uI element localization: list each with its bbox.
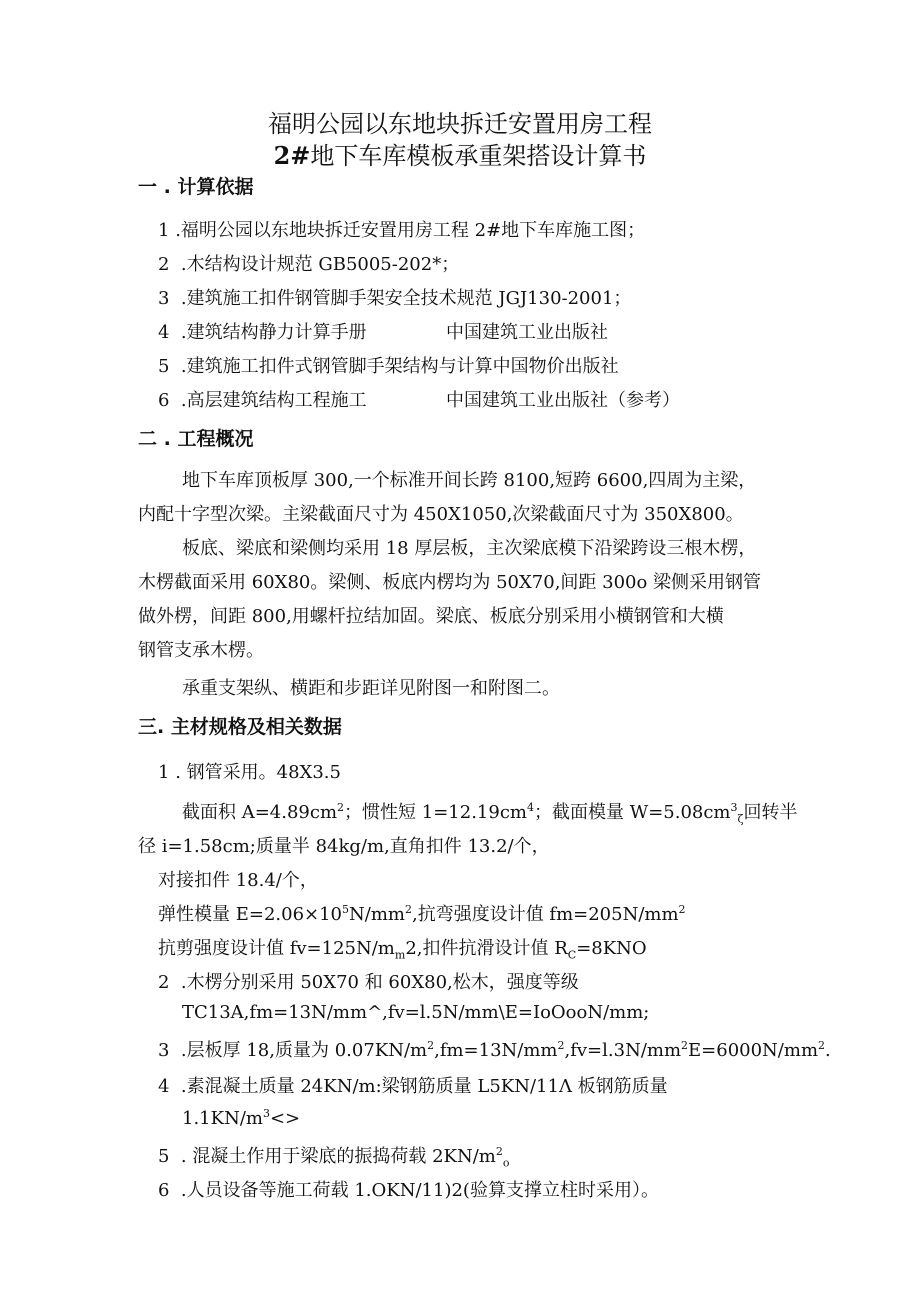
list-item [158, 318, 718, 344]
list-item-num: 6 [158, 390, 170, 411]
text-run: . [825, 1040, 831, 1061]
superscript: 2 [404, 903, 412, 916]
list-item [158, 1072, 668, 1098]
text-run: ,抗弯强度设计值 fm=205N/mm [411, 904, 679, 925]
superscript: 2 [678, 903, 686, 916]
list-item-text: .建筑结构静力计算手册 [180, 322, 367, 343]
list-item [158, 968, 579, 994]
paragraph-line [182, 798, 797, 824]
list-item-num: 4 [158, 322, 170, 343]
paragraph-line [158, 900, 686, 926]
list-item [158, 1142, 509, 1168]
list-item-text: .素混凝土质量 24KN/m:梁钢筋质量 L5KN/11Λ 板钢筋质量 [180, 1076, 668, 1097]
paragraph-line: 地下车库顶板厚 300,一个标准开间长跨 8100,短跨 6600,四周为主梁， [182, 470, 757, 491]
section-2-heading: 二 . 工程概况 [138, 428, 254, 450]
list-item-publisher: 中国建筑工业出版社 [446, 322, 608, 343]
superscript: 3 [262, 1107, 270, 1120]
list-item [158, 758, 341, 784]
doc-title-line2 [0, 136, 920, 171]
text-run: ；惯性短 1=12.19cm [344, 802, 527, 823]
list-item-text: . 钢管采用。48X3.5 [175, 762, 341, 783]
list-item-text: .建筑施工扣件式钢管脚手架结构与计算中国物价出版社 [180, 356, 619, 377]
list-item-num: 2 [158, 972, 170, 993]
superscript: 2 [818, 1039, 826, 1052]
text-run: <> [269, 1108, 301, 1129]
paragraph-line: 内配十字型次梁。主梁截面尺寸为 450X1050,次梁截面尺寸为 350X800。 [138, 504, 744, 525]
section-3-heading: 三. 主材规格及相关数据 [138, 716, 342, 738]
paragraph-line [182, 1108, 300, 1129]
text-run: 1.1KN/m [182, 1108, 263, 1129]
list-item-text: . 混凝土作用于梁底的振捣荷载 2KN/m [180, 1146, 496, 1167]
list-item-num: 6 [158, 1180, 170, 1201]
list-item [158, 216, 645, 242]
text-run: N/mm [349, 904, 405, 925]
paragraph-line: 做外楞，间距 800,用螺杆拉结加固。梁底、板底分别采用小横钢管和大横 [138, 606, 724, 627]
list-item-text: .木楞分别采用 50X70 和 60X80,松木，强度等级 [180, 972, 579, 993]
superscript: 2 [557, 1039, 565, 1052]
paragraph-line: TC13A,fm=13N/mm^,fv=l.5N/mm\E=IoOooN/mm; [182, 1002, 650, 1023]
list-item-num: 1 [158, 762, 170, 783]
text-run: E=6000N/mm [688, 1040, 819, 1061]
doc-title-line1: 福明公园以东地块拆迁安置用房工程 [268, 110, 652, 138]
text-run: 回转半 [743, 802, 798, 823]
superscript: 4 [526, 801, 534, 814]
paragraph-line: 木楞截面采用 60X80。梁侧、板底内楞均为 50X70,间距 300o 梁侧采用钢管 [138, 572, 762, 593]
superscript: 2 [427, 1039, 435, 1052]
list-item-text: .高层建筑结构工程施工 [180, 390, 367, 411]
list-item-num: 5 [158, 356, 170, 377]
list-item-text: .福明公园以东地块拆迁安置用房工程 2#地下车库施工图； [175, 220, 646, 241]
superscript: 5 [342, 903, 350, 916]
list-item-num: 5 [158, 1146, 170, 1167]
title-line2-text: 地下车库模板承重架搭设计算书 [310, 142, 647, 170]
list-item-num: 3 [158, 1040, 170, 1061]
text-run: ；截面模量 W=5.08cm [533, 802, 731, 823]
list-item [158, 250, 459, 276]
superscript: 2 [681, 1039, 689, 1052]
paragraph-line: 承重支架纵、横距和步距详见附图一和附图二。 [182, 678, 560, 699]
paragraph-line: 对接扣件 18.4/个， [158, 870, 318, 891]
list-item-text: .木结构设计规范 GB5005-202*； [180, 254, 460, 275]
list-item-num: 3 [158, 288, 170, 309]
subscript: ζ [737, 812, 744, 826]
superscript: 3 [730, 801, 738, 814]
paragraph-line: 板底、梁底和梁侧均采用 18 厚层板，主次梁底模下沿梁跨设三根木楞， [182, 538, 757, 559]
superscript: 2 [495, 1145, 503, 1158]
section-1-heading: 一 . 计算依据 [138, 176, 254, 198]
text-run: 2,扣件抗滑设计值 R [405, 938, 568, 959]
text-run: ,fv=l.3N/mm [564, 1040, 682, 1061]
text-run: 截面积 A=4.89cm [182, 802, 338, 823]
list-item [158, 1036, 831, 1062]
text-run: 抗剪强度设计值 fv=125N/m [158, 938, 395, 959]
subscript: m [394, 948, 406, 962]
text-run: ,fm=13N/mm [434, 1040, 558, 1061]
list-item-text: .建筑施工扣件钢管脚手架安全技术规范 JGJ130-2001； [180, 288, 632, 309]
list-item-text: .人员设备等施工荷载 1.OKN/11)2(验算支撑立柱时采用）。 [180, 1180, 659, 1201]
list-item [158, 352, 619, 378]
list-item [158, 1176, 659, 1202]
subscript: o [502, 1156, 510, 1170]
list-item [158, 386, 738, 412]
list-item-num: 2 [158, 254, 170, 275]
paragraph-line: 钢管支承木楞。 [138, 640, 264, 661]
title-number: 2# [273, 141, 311, 170]
list-item-num: 1 [158, 220, 170, 241]
superscript: 2 [337, 801, 345, 814]
list-item-publisher: 中国建筑工业出版社（参考） [446, 390, 680, 411]
subscript: C [567, 948, 577, 962]
text-run: 弹性模量 E=2.06×10 [158, 904, 343, 925]
list-item [158, 284, 631, 310]
text-run: .层板厚 18,质量为 0.07KN/m [180, 1040, 428, 1061]
paragraph-line [158, 934, 647, 960]
list-item-num: 4 [158, 1076, 170, 1097]
paragraph-line: 径 i=1.58cm;质量半 84kg/m,直角扣件 13.2/个， [138, 836, 550, 857]
text-run: =8KNO [576, 938, 647, 959]
